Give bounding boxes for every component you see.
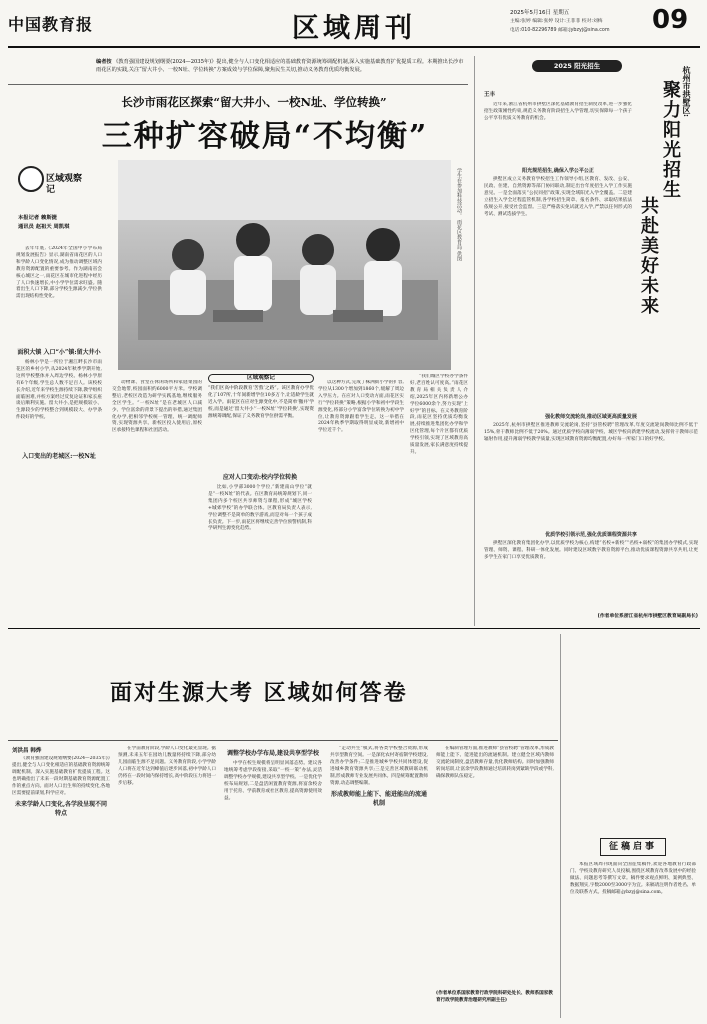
comment-box [566,634,700,1018]
bottom-subhead-2: 调整学校办学布局,建设共享型学校 [226,750,320,757]
main-col-1 [16,246,102,336]
sidebar-divider [474,56,475,626]
comment-text-wrap [570,862,696,1014]
sidebar-sec2 [484,412,698,530]
bottom-col-3-text: 中学在校生规模将呈明显回落态势。建议各地统筹考虑学段衔接,采取“一校一策”办法,灵活调整学校办学规模,建设共享型学校。一是优化学校布局规划,二是盘活闲置教育资源,将富余校舍用于托育、学前教育或社区教育,提高资源使用效益。 [224,761,322,801]
sidebar-lead-text: 近年来,浙江省杭州市拱墅区深化基础教育招生制度改革,进一步强化招生政策刚性约束,规范义务教育阶段招生入学管理,切实保障每一个孩子公平享有优质义务教育的机会。 [484,102,632,121]
bottom-col-4 [330,746,428,1018]
masthead-rule [8,46,700,48]
bottom-col-5 [436,746,554,986]
editor-note [96,58,466,74]
masthead [0,0,707,50]
main-kicker: 长沙市雨花区探索“留大井小、一校N址、学位转换” [121,95,387,109]
sidebar-vertical-title: 杭州市拱墅区: [682,66,692,117]
main-col-4 [208,470,312,616]
sidebar-sec1-text: 拱墅区成立义务教育学校招生工作领导小组,区教育、发改、公安、民政、住建、自然资源等部门协同联动,制定出台年度招生入学工作实施意见。一是全面落实“公民同招”政策,实现全域阳光入学全覆盖。二是建立招生入学全过程监管机制,各学校招生简章、报名条件、录取结果依法依规公开,接受社会监督。三是严格落实免试就近入学,严禁以任何形式的考试、测试选拔学生。 [484,177,632,217]
bottom-subhead-1: 未来学龄人口变化,各学段呈现不同特点 [14,801,108,818]
bottom-col-2 [118,746,216,1018]
sidebar-sec3-text: 拱墅区深化教育集团化办学,以优质学校为核心,构建“名校+新校”“名校+弱校”的集团办学模式,实现管理、师资、课程、科研一体化发展。同时建设区域数字教育资源平台,推动优质课程资源共享共用,让更多学生在家门口享受优质教育。 [484,541,698,560]
comment-divider [560,634,561,1018]
comment-title-text: 征稿启事 [608,842,657,852]
sidebar-author: 王丰 [484,92,496,98]
paper-name: 中国教育报 [8,15,94,34]
bottom-byline: 刘洪昌 韩烨 [12,748,42,754]
caption-label: 区域观察记 [208,374,314,383]
contact-line: 电话:010-82296789 邮箱:jybzyj@sina.com [510,28,610,33]
bottom-subhead-3: 形成教师能上能下、能进能出的流通机制 [330,791,427,808]
main-photo [118,160,451,370]
sidebar-sec1-head: 阳光规范招生,确保入学公平公正 [522,168,594,174]
page-number: 09 [652,5,689,35]
main-col-1b [16,345,102,615]
main-headline: 三种扩容破局“不均衡” [101,119,429,154]
bottom-headline: 面对生源大考 区域如何答卷 [110,680,408,706]
bottom-col-3 [224,746,322,1018]
main-col-5 [410,374,468,616]
date-line: 2025年5月16日 星期五 [510,10,570,16]
photo-caption [208,374,314,420]
bottom-col-2-text: 在学前教育阶段,学龄人口变化最先显现。据预测,未来五年在园幼儿数量将持续下降,部分幼儿园面临生源不足问题。义务教育阶段,小学学龄人口将在近年达到峰值后逐步回落,初中学龄人口仍将在一段时间内保持增长,高中阶段压力将进一步后移。 [118,746,216,786]
bottom-rule [8,740,558,741]
sidebar-sec2-head: 强化教师交流轮岗,推动区域更高质量发展 [545,414,637,420]
intro-rule [8,84,468,85]
bottom-col-1 [12,756,110,1018]
column-tag [18,166,108,206]
comment-title [600,838,666,856]
sidebar-sec2-text: 2025年,杭州市拱墅区推进教师交流轮岗,坚持“县管校聘”管理改革,年度交流轮岗教师比例不低于15%,骨干教师比例不低于20%。通过优质学校向薄弱学校、城区学校向新建学校流动,发挥骨干教师示范辐射作用,提升薄弱学校教学质量,实现区域教育资源均衡配置,办好每一所家门口的好学校。 [484,423,698,442]
column-tag-label: 区域观察记 [46,174,83,195]
subhead-1: 面积大镇 入口“小”镇:留大井小 [17,349,101,356]
section-rule [8,628,700,629]
section-title: 区域周刊 [292,13,416,44]
main-col-4-text: 以这种方式,完成了株洲街小学的扩容,学位从1300个增加到1860个,缓解了周边入学压力。在应对人口变动方面,雨花区实行“学位转换”策略,根据小学和初中学段生源变化,将部分小学富余学位转换为初中学位,让教育资源跟着学生走。这一举措在2024年秋季学期取得明显成效,新增初中学位近千个。 [318,380,404,434]
sidebar-lead [484,102,632,162]
globe-icon [18,166,44,192]
sidebar-banner-text: 2025 阳光招生 [553,62,601,70]
comment-text: 本报区域周刊现面向全国征集稿件,欢迎各地教育行政部门、学校及教育研究人员投稿,围绕区域教育改革发展中的经验做法、问题思考等撰写文章。稿件要求观点鲜明、案例典型、数据翔实,字数2000至3000字为宜。来稿请注明作者姓名、单位及联系方式。投稿邮箱:jybzyj@sina.com。 [570,862,696,895]
subhead-3: 应对人口变动:校内学位转换 [222,474,298,481]
sidebar-title-block [638,66,700,336]
subhead-2: 入口变出的老城区:一校N址 [22,453,96,461]
main-col-2-text: 杨林小学是一所位于湘江畔长沙市雨花区的乡村小学,从2024年秋季学期开始,这所学校整体并入周边学校。杨林小学原有6个年级,学生总人数不足百人。该校校长介绍,近年来学校生源持续下降,教学组织面临困难,并校方案经过反复论证和家长座谈后顺利实施。留大井小,是把规模较小、生源较少的学校整合到规模较大、办学条件较好的学校。 [16,360,102,421]
editor-note-text: 《教育强国建设规划纲要(2024—2035年)》提出,健全与人口变化相适应的基础教育资源统筹调配机制,深入实施基础教育扩优提质工程。本期推出长沙市雨花区的实践,关注“留大井小、一校N址、学位转换”方案成效与学位保障,聚焦民生关切,推动义务教育优质均衡发展。 [96,59,464,73]
main-col-3 [318,380,404,616]
bottom-source: (作者单位系国家教育行政学院科研处处长、教师系国家教育行政学院教育治理研究所副主任) [436,991,553,1003]
sidebar-source: (作者单位系浙江省杭州市拱墅区教育局副局长) [597,614,698,619]
sidebar-banner [532,60,622,72]
bottom-col-4-text: “走动共生”模式,将各类学校整合资源,形成共享型教育空间。一是深化农村寄宿制学校建设,改善办学条件;二是推进城乡学校共同体建设,促进城乡教育资源共享;三是完善区域教研联动机制,形成教师专业发展共同体。四是统筹配置教师资源,动态调整编制。 [330,746,428,786]
main-byline: 本报记者 赖斯捷 通讯员 赵祖天 周凯琪 [18,215,70,230]
bottom-col-1-text: 《教育强国建设规划纲要(2024—2035年)》提出,健全与人口变化相适应的基础教育资源统筹调配机制。深入实施基础教育扩优提质工程。这也明确指出了未来一段时期基础教育资源配置工作的重点方向。面对人口出生率的持续变化,各地区需要提前谋划,科学应对。 [12,756,110,796]
sidebar-headline-1: 聚力阳光招生 [660,80,681,200]
photo-illustration [118,160,451,370]
main-col-6-text: “我们城区学校办学条件好,老百姓认可度高。”雨花区教育局相关负责人介绍,2025年区内将新增公办学位6000余个,努力实现“上好学”的目标。在义务教育阶段,雨花区坚持优质均衡发展,持续推进集团化办学和学区化管理,每个片区都有优质学校引领,实现了区域教育高质量发展,家长满意度持续提升。 [410,374,468,455]
bottom-col-5-text: 在编制管理方面,推进教师“县管校聘”管理改革,形成教师能上能下、能进能出的流通机制。建立健全区域内教师交流轮岗制度,盘活教师存量,优化教师结构。同时加强教师转岗培训,让富余学段教师通过培训转岗到紧缺学段或学科,确保教师队伍稳定。 [436,746,554,779]
sidebar-sec3 [484,530,698,620]
main-col-1-text: 去年年底,《2024年全国中小学布局规划发展报告》显示,湖南省雨花区的人口和学龄人口变化情况,成为推动调整区域内教育资源配置的重要参考。作为湖南省会核心城区之一,雨花区在城市化进程中经历了人口快速增长,中小学学位需求旺盛。随着出生人口下降,部分学校生源减少,学位供需出现结构性变化。 [16,246,102,300]
editors-line: 主编:张婷 编辑:张婷 设计:王菲菲 校对:刘梅 [510,19,603,24]
sidebar-headline-2: 共赴美好未来 [638,196,659,316]
photo-credit: 学生在参加科技活动。 雨花区教育局 供图 [456,168,462,262]
main-col-3-text: 动物课、食堂在休闲场所和家庭菜园的交会地带,校园面积约6000平方米。学校调整后,老校区改造为研学实践基地,继续服务全区学生。“一校N址”是在老城区人口减少、学位富余的背景下提出的举措,通过集团化办学,把相邻学校统一管理、统一调配师资,实现资源共享。新校区投入使用后,原校区承接特色课程和社团活动。 [112,380,202,434]
main-col-5-text: 比如,小学部3000个学位,“新建南山学位”就是“一校N址”的代表。在区教育局统筹规划下,同一集团内多个校区共享师资与课程,形成“城区学校+城郊学校”的办学联合体。区教育局负责人表示,学位调整不是简单的数字游戏,而是对每一个孩子成长负责。下一步,雨花区将继续完善学位预警机制,科学研判生源变化趋势。 [208,485,312,532]
main-col-2 [112,380,202,616]
editor-note-label: 编者按 [96,59,112,65]
sidebar-sec3-head: 优质学校引领示范,强化优质课程资源共享 [545,532,637,538]
caption-text: “我们区高中阶段教育‘苦熬’之路”。该区教育办学优化了107所,十年间新增学位10多万个,让适龄学生就近入学。雨花区在应对生源变化中,不是简单‘撤并’学校,而是通过‘留大井小’‘一校N址’‘学位转换’,实现资源统筹调配,保证了义务教育学位供需平衡。 [208,386,314,419]
